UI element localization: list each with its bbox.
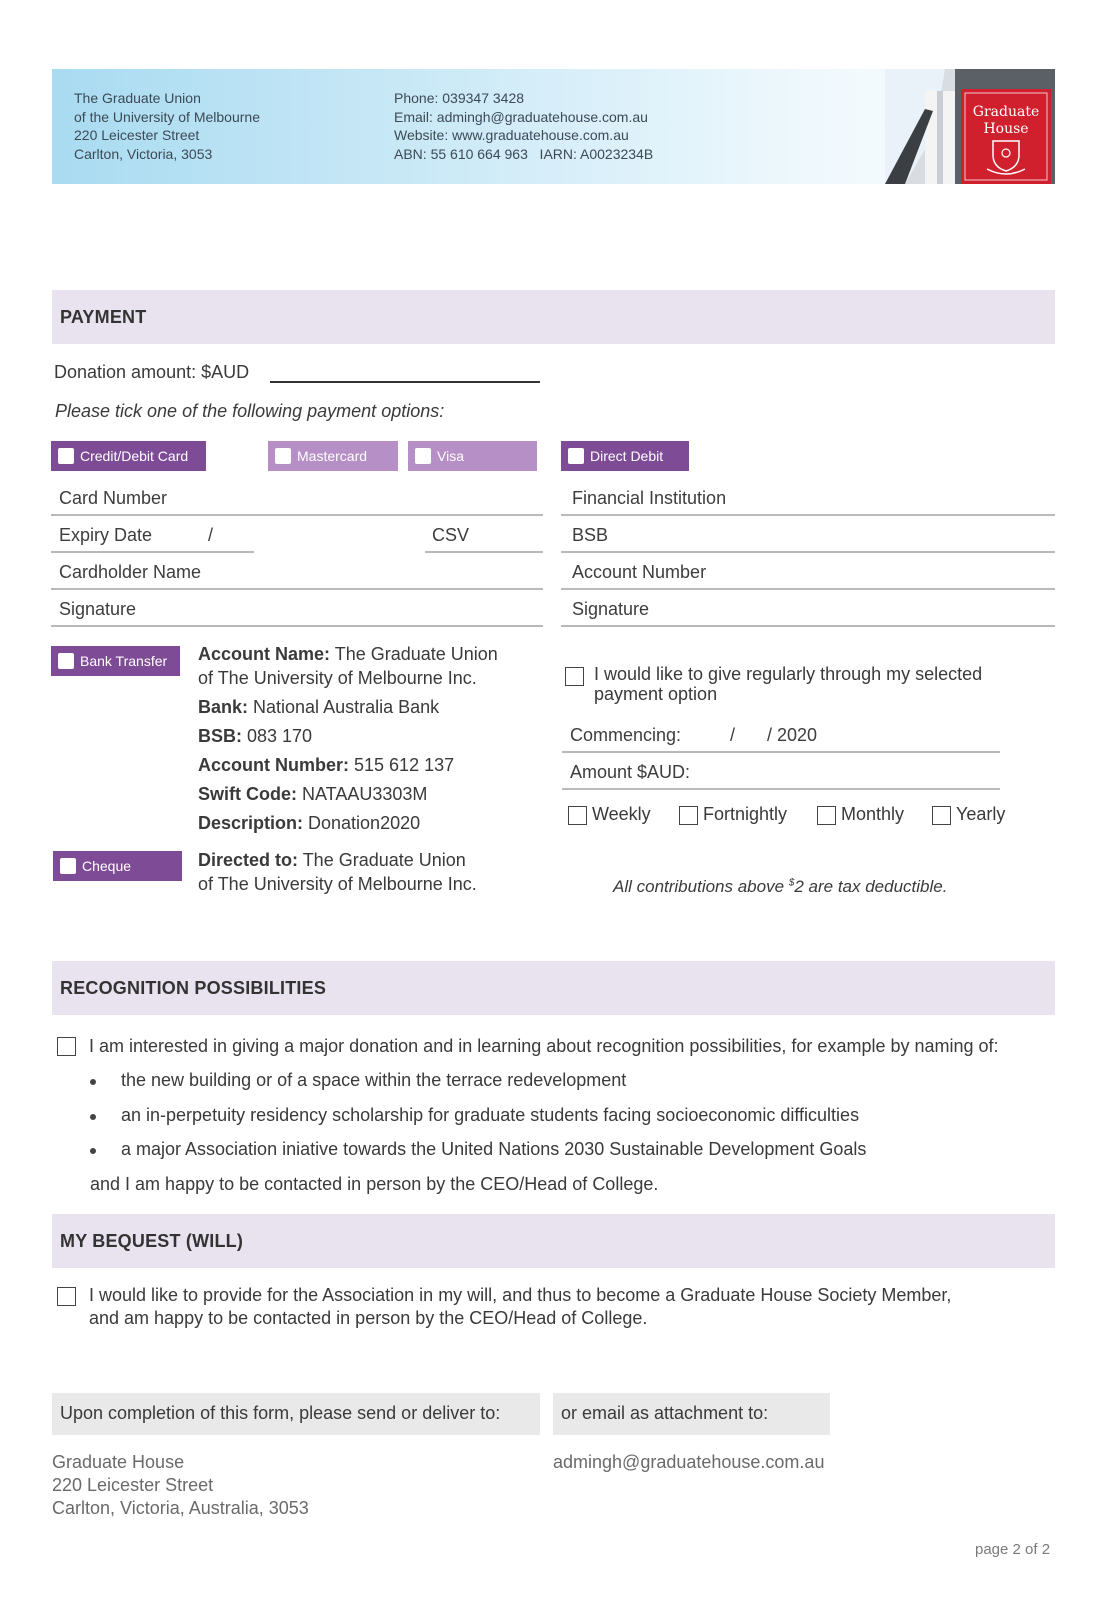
cardholder-name-field[interactable]	[51, 588, 543, 590]
sign-text-line2: House	[983, 121, 1029, 137]
cheque-checkbox[interactable]	[60, 858, 76, 874]
bank-description: Description: Donation2020	[198, 813, 421, 833]
bsb-field[interactable]	[561, 551, 1055, 553]
regular-amount-label: Amount $AUD:	[570, 762, 691, 782]
bequest-checkbox[interactable]	[57, 1287, 76, 1306]
donation-amount-field[interactable]	[270, 381, 540, 383]
expiry-date-label: Expiry Date	[59, 525, 153, 545]
financial-institution-label: Financial Institution	[572, 488, 727, 508]
mastercard-checkbox[interactable]	[275, 448, 291, 464]
email-attachment-box	[553, 1393, 830, 1435]
page-number: page 2 of 2	[975, 1541, 1051, 1558]
recognition-checkbox[interactable]	[57, 1037, 76, 1056]
bank-account-name: Account Name: The Graduate Union	[198, 644, 498, 664]
credit-card-label: Credit/Debit Card	[80, 448, 189, 464]
card-number-field[interactable]	[51, 514, 543, 516]
csv-field[interactable]	[425, 551, 543, 553]
option-direct-debit[interactable]	[561, 441, 689, 471]
send-deliver-box	[52, 1393, 540, 1435]
bequest-text-line1: I would like to provide for the Association in my will, and thus to become a Graduate House Society Member,	[89, 1285, 952, 1305]
bullet-dot	[90, 1079, 96, 1085]
bequest-heading: MY BEQUEST (WILL)	[60, 1231, 244, 1251]
org-address: The Graduate Union of the University of Melbourne 220 Leicester Street Carlton, Victoria, 3053	[74, 90, 260, 162]
financial-institution-field[interactable]	[561, 514, 1055, 516]
recognition-section-header	[52, 961, 1055, 1015]
option-cheque[interactable]	[53, 851, 182, 881]
mastercard-label: Mastercard	[297, 448, 368, 464]
account-number-label: Account Number	[572, 562, 707, 582]
credit-card-checkbox[interactable]	[58, 448, 74, 464]
option-credit-debit-card[interactable]	[51, 441, 206, 471]
send-deliver-label: Upon completion of this form, please send or deliver to:	[60, 1403, 501, 1423]
bank-swift-code: Swift Code: NATAAU3303M	[198, 784, 428, 804]
expiry-date-field[interactable]	[51, 551, 254, 553]
debit-signature-label: Signature	[572, 599, 650, 619]
weekly-checkbox[interactable]	[568, 806, 587, 825]
org-contact: Phone: 039347 3428 Email: admingh@graduatehouse.com.au Website: www.graduatehouse.com.au ABN: 55 610 664 963 IARN: A0023234B	[394, 90, 654, 162]
payment-instruction: Please tick one of the following payment options:	[55, 401, 445, 421]
monthly-label: Monthly	[841, 804, 905, 824]
recognition-bullet-3: a major Association iniative towards the United Nations 2030 Sustainable Development Goals	[121, 1139, 867, 1159]
direct-debit-checkbox[interactable]	[568, 448, 584, 464]
option-mastercard[interactable]	[268, 441, 398, 471]
regular-giving-text-line1: I would like to give regularly through my selected	[594, 664, 983, 684]
bullet-dot	[90, 1148, 96, 1154]
cheque-directed-to: Directed to: The Graduate Union	[198, 850, 466, 870]
bank-transfer-label: Bank Transfer	[80, 653, 168, 669]
option-visa[interactable]	[408, 441, 537, 471]
account-number-field[interactable]	[561, 588, 1055, 590]
commencing-year: / 2020	[767, 725, 818, 745]
cardholder-name-label: Cardholder Name	[59, 562, 202, 582]
payment-heading: PAYMENT	[60, 307, 147, 327]
recognition-bullet-1: the new building or of a space within the terrace redevelopment	[121, 1070, 627, 1090]
regular-giving-checkbox[interactable]	[565, 667, 584, 686]
recognition-closing: and I am happy to be contacted in person by the CEO/Head of College.	[90, 1174, 659, 1194]
commencing-field[interactable]	[562, 751, 1000, 753]
tax-deductible-note: All contributions above $2 are tax deductible.	[613, 877, 948, 896]
direct-debit-label: Direct Debit	[590, 448, 664, 464]
expiry-slash: /	[208, 525, 214, 545]
cheque-label: Cheque	[82, 858, 132, 874]
csv-label: CSV	[432, 525, 470, 545]
card-signature-label: Signature	[59, 599, 137, 619]
commencing-slash: /	[730, 725, 736, 745]
header-banner	[52, 69, 1055, 184]
bequest-text-line2: and am happy to be contacted in person by the CEO/Head of College.	[89, 1308, 648, 1328]
option-bank-transfer[interactable]	[51, 646, 180, 676]
visa-checkbox[interactable]	[415, 448, 431, 464]
recognition-bullet-2: an in-perpetuity residency scholarship for graduate students facing socioeconomic difficulties	[121, 1105, 860, 1125]
fortnightly-label: Fortnightly	[703, 804, 788, 824]
commencing-label: Commencing:	[570, 725, 682, 745]
card-signature-field[interactable]	[51, 625, 543, 627]
bsb-label: BSB	[572, 525, 609, 545]
monthly-checkbox[interactable]	[817, 806, 836, 825]
regular-giving-text-line2: payment option	[594, 684, 718, 704]
bequest-section-header	[52, 1214, 1055, 1268]
submission-email[interactable]: admingh@graduatehouse.com.au	[553, 1452, 825, 1472]
recognition-intro: I am interested in giving a major donation and in learning about recognition possibilities, for example by naming of:	[89, 1036, 999, 1056]
bank-account-number: Account Number: 515 612 137	[198, 755, 455, 775]
postal-address: Graduate House 220 Leicester Street Carlton, Victoria, Australia, 3053	[52, 1452, 309, 1518]
recognition-heading: RECOGNITION POSSIBILITIES	[60, 978, 327, 998]
debit-signature-field[interactable]	[561, 625, 1055, 627]
fortnightly-checkbox[interactable]	[679, 806, 698, 825]
regular-amount-field[interactable]	[562, 788, 1000, 790]
visa-label: Visa	[437, 448, 464, 464]
building-photo	[885, 69, 1055, 184]
yearly-label: Yearly	[956, 804, 1006, 824]
bank-name: Bank: National Australia Bank	[198, 697, 440, 717]
yearly-checkbox[interactable]	[932, 806, 951, 825]
bank-bsb: BSB: 083 170	[198, 726, 313, 746]
bank-account-name-line2: of The University of Melbourne Inc.	[198, 668, 477, 688]
weekly-label: Weekly	[592, 804, 651, 824]
bank-transfer-checkbox[interactable]	[58, 653, 74, 669]
donation-amount-label: Donation amount: $AUD	[54, 362, 250, 382]
sign-text-line1: Graduate	[972, 104, 1040, 120]
cheque-directed-line2: of The University of Melbourne Inc.	[198, 874, 477, 894]
card-number-label: Card Number	[59, 488, 168, 508]
payment-section-header	[52, 290, 1055, 344]
email-attachment-label: or email as attachment to:	[561, 1403, 769, 1423]
bullet-dot	[90, 1114, 96, 1120]
